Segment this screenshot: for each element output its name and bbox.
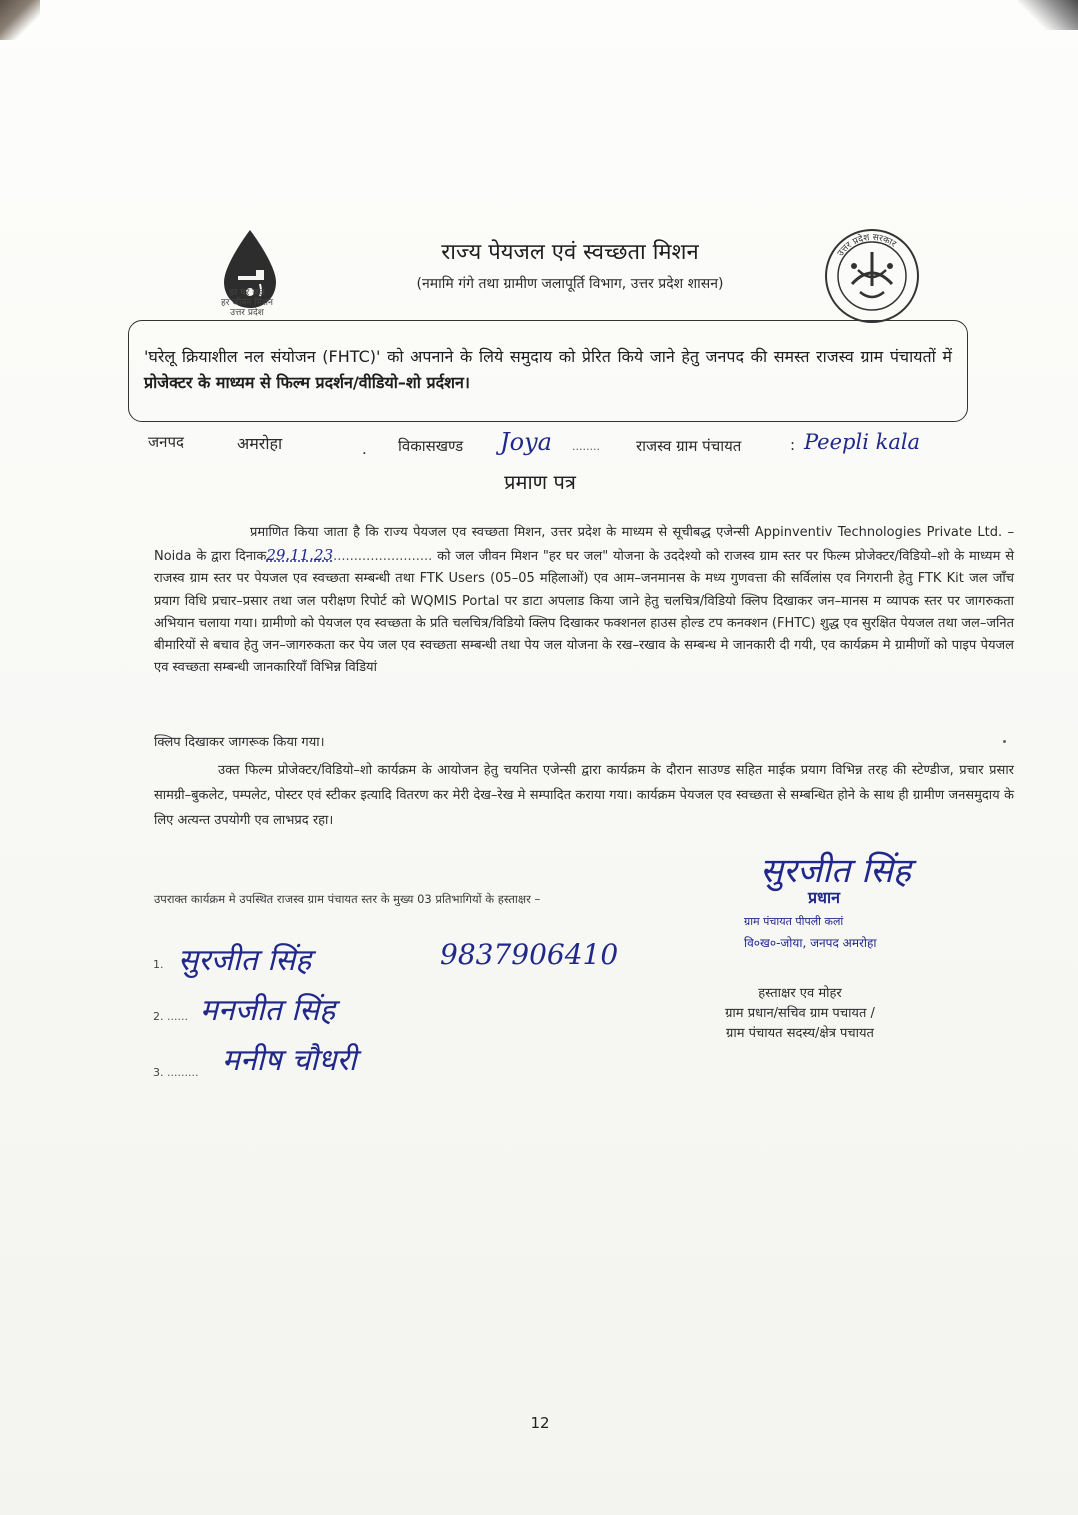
seal-text: उत्तर प्रदेश सरकार <box>835 232 898 259</box>
panchayat-colon: : <box>790 436 796 454</box>
sign-block-line-3: ग्राम पंचायत सदस्य/क्षेत्र पचायत <box>726 1026 874 1041</box>
pradhan-stamp-line-1: ग्राम पंचायत पीपली कलां <box>744 915 844 928</box>
separator-dot: . <box>362 440 367 458</box>
photo-edge-shadow <box>0 0 40 40</box>
certificate-title: प्रमाण पत्र <box>504 470 576 494</box>
subject-text-plain: 'घरेलू क्रियाशील नल संयोजन (FHTC)' को अपनाने के लिये समुदाय को प्रेरित किये जाने हेतु जनपद की समस्त राजस्व ग्राम पंचायतों में <box>144 347 952 366</box>
pradhan-stamp-line-2: वि०ख०-जोया, जनपद अमरोहा <box>744 936 877 950</box>
block-label: विकासखण्ड <box>398 437 464 455</box>
block-dots: ........ <box>572 440 600 453</box>
stray-mark <box>1003 740 1006 743</box>
mission-title: राज्य पेयजल एवं स्वच्छता मिशन <box>441 240 699 265</box>
paragraph-1-rest: को जल जीवन मिशन "हर घर जल" योजना के उददेश्यो को राजस्व ग्राम स्तर पर फिल्म प्रोजेक्टर/विडियो–शो के माध्यम से राजस्व ग्राम स्तर पर पेयजल एव स्वच्छता सम्बन्धी तथा FTK Users (05–05 महिलाओं) एव आम–जनमानस के मध्य गुणवत्ता की सर्विलांस एव निगरानी हेतु FTK Kit जल जाँच प्रयाग विधि प्रचार–प्रसार तथा जल परीक्षण रिपोर्ट को WQMIS Portal पर डाटा अपलाड किया जाने हेतु चलचित्र/विडियो क्लिप दिखाकर जन–मानस म व्यापक स्तर पर जागरुकता अभियान चलाया गया। ग्रामीणो को पेयजल एव स्वच्छता के प्रति चलचित्र/विडियो क्लिप दिखाकर फक्शनल हाउस होल्ड टप कनक्शन (FHTC) शुद्ध एव सुरक्षित पेयजल तथा जल–जनित बीमारियों से बचाव हेतु जन–जागरुकता कर पेय जल एव स्वच्छता सम्बन्धी तथा पेय जल योजना के रख–रखाव के सम्बन्ध मे जानकारी दी गयी, एव कार्यक्रम मे ग्रामीणों को पाइप पेयजल एव स्वच्छता सम्बन्धी जानकारियाँ विभिन्न विडियां <box>154 549 1014 676</box>
certificate-paragraph-1: प्रमाणित किया जाता है कि राज्य पेयजल एव स्वच्छता मिशन, उत्तर प्रदेश के माध्यम से सूचीबद्ध एजेन्सी Appinventiv Technologies Private Ltd. – Noida के द्वारा दिनाक29.11.23........................ को जल जीवन मिशन "हर घर जल" योजना के उददेश्यो को राजस्व ग्राम स्तर पर फिल्म प्रोजेक्टर/विडियो–शो के माध्यम से राजस्व ग्राम स्तर पर पेयजल एव स्वच्छता सम्बन्धी तथा FTK Users (05–05 महिलाओं) एव आम–जनमानस के मध्य गुणवत्ता की सर्विलांस एव निगरानी हेतु FTK Kit जल जाँच प्रयाग विधि प्रचार–प्रसार तथा जल परीक्षण रिपोर्ट को WQMIS Portal पर डाटा अपलाड किया जाने हेतु चलचित्र/विडियो क्लिप दिखाकर जन–मानस म व्यापक स्तर पर जागरुकता अभियान चलाया गया। ग्रामीणो को पेयजल एव स्वच्छता के प्रति चलचित्र/विडियो क्लिप दिखाकर फक्शनल हाउस होल्ड टप कनक्शन (FHTC) शुद्ध एव सुरक्षित पेयजल तथा जल–जनित बीमारियों से बचाव हेतु जन–जागरुकता कर पेय जल एव स्वच्छता सम्बन्धी तथा पेय जल योजना के रख–रखाव के सम्बन्ध मे जानकारी दी गयी, एव कार्यक्रम मे ग्रामीणों को पाइप पेयजल एव स्वच्छता सम्बन्धी जानकारियाँ विभिन्न विडियां <box>154 525 1014 676</box>
block-value-handwritten: Joya <box>500 428 552 456</box>
sign-block-line-2: ग्राम प्रधान/सचिव ग्राम पचायत / <box>725 1006 875 1021</box>
mission-subtitle: (नमामि गंगे तथा ग्रामीण जलापूर्ति विभाग, उत्तर प्रदेश शासन) <box>416 276 724 292</box>
district-label: जनपद <box>148 433 184 451</box>
up-government-seal-icon <box>822 226 922 326</box>
participant-signature-1: सुरजीत सिंह <box>178 943 312 978</box>
logo-caption: हर घर जल हर जीवन मिशन उत्तर प्रदेश <box>220 288 274 318</box>
participant-number-2: 2. ...... <box>153 1010 188 1023</box>
participant-signature-2: मनजीत सिंह <box>200 993 336 1028</box>
paragraph-1-start: प्रमाणित किया जाता है कि राज्य पेयजल एव स्वच्छता मिशन, उत्तर प्रदेश के माध्यम से सूचीबद्ध एजेन्सी Appinventiv Technologies Private Ltd. – Noida के द्वारा दिनाक <box>154 525 1014 565</box>
participant-phone-1: 9837906410 <box>440 938 619 971</box>
panchayat-value-handwritten: Peepli kala <box>804 430 921 454</box>
subject-text <box>144 344 952 396</box>
participant-number-1: 1. <box>153 958 164 971</box>
certificate-paragraph-2: उक्त फिल्म प्रोजेक्टर/विडियो–शो कार्यक्रम के आयोजन हेतु चयनित एजेन्सी द्वारा कार्यक्रम के दौरान साउण्ड सहित माईक प्रयाग विभिन्न तरह की स्टेण्डीज, प्रचार प्रसार सामग्री–बुकलेट, पम्पलेट, पोस्टर एवं स्टीकर इत्यादि वितरण कर मेरी देख–रेख मे सम्पादित कराया गया। कार्यक्रम पेयजल एव स्वच्छता से सम्बन्धित होने के साथ ही ग्रामीण जनसमुदाय के लिए अत्यन्त उपयोगी एव लाभप्रद रहा। <box>154 763 1014 828</box>
svg-text:उत्तर प्रदेश सरकार <box>836 232 898 258</box>
paragraph-1-end: क्लिप दिखाकर जागरूक किया गया। <box>154 735 325 750</box>
participant-signature-3: मनीष चौधरी <box>222 1043 357 1078</box>
program-date-handwritten: 29.11.23 <box>266 546 334 565</box>
subject-text-bold: प्रोजेक्टर के माध्यम से फिल्म प्रदर्शन/वीडियो–शो प्रर्दशन। <box>144 373 470 392</box>
district-value: अमरोहा <box>237 434 283 453</box>
photo-edge-shadow <box>1018 0 1078 30</box>
pradhan-title: प्रधान <box>808 888 840 907</box>
signature-block <box>680 984 920 1044</box>
panchayat-label: राजस्व ग्राम पंचायत <box>636 437 742 455</box>
pradhan-signature: सुरजीत सिंह <box>760 851 911 891</box>
participants-note: उपराक्त कार्यक्रम मे उपस्थित राजस्व ग्राम पंचायत स्तर के मुख्य 03 प्रतिभागियों के हस्ताक्षर – <box>154 892 541 906</box>
sign-block-line-1: हस्ताक्षर एव मोहर <box>758 986 842 1001</box>
participant-number-3: 3. ......... <box>153 1066 199 1079</box>
page-number: 12 <box>530 1414 550 1432</box>
